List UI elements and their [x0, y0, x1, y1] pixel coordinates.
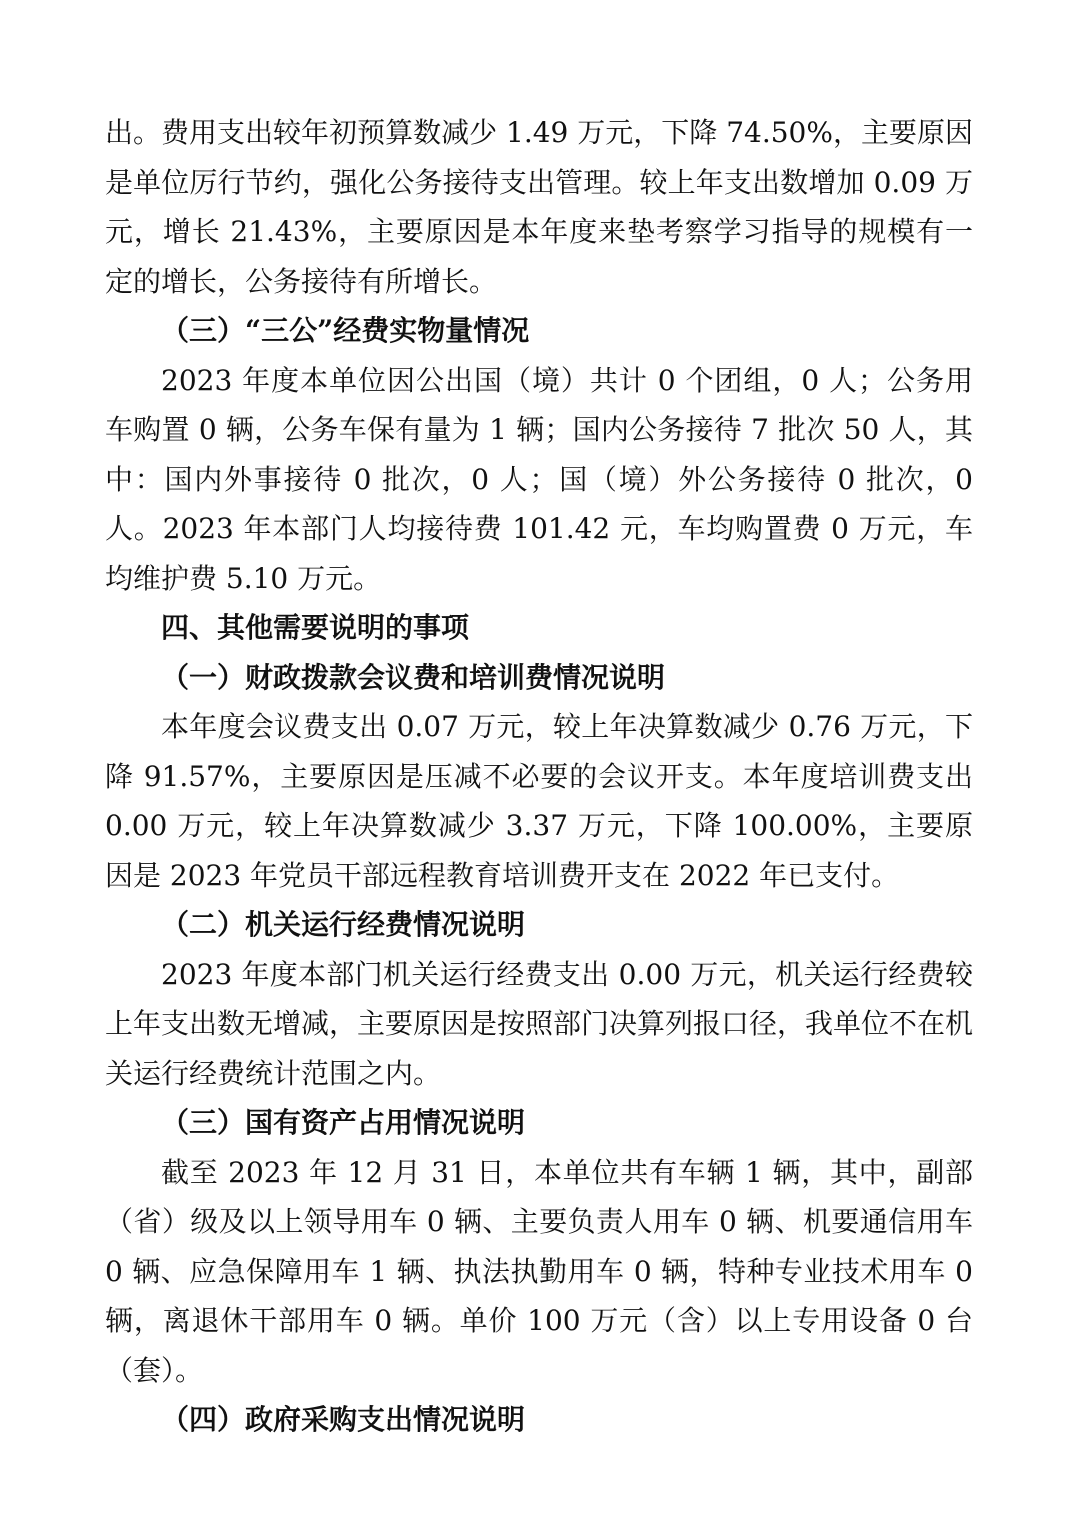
paragraph-three-public-physical: 2023 年度本单位因公出国（境）共计 0 个团组，0 人；公务用车购置 0 辆，公务车保有量为 1 辆；国内公务接待 7 批次 50 人，其中：国内外事接待 0 批次，0 人；国（境）外公务接待 0 批次，0 人。2023 年本部门人均接待费 101.42 元，车均购置费 0 万元，车均维护费 5.10 万元。 [105, 363, 973, 595]
document-body [105, 108, 973, 1445]
paragraph-continuation: 出。费用支出较年初预算数减少 1.49 万元，下降 74.50%，主要原因是单位厉行节约，强化公务接待支出管理。较上年支出数增加 0.09 万元，增长 21.43%，主要原因是本年度来垫考察学习指导的规模有一定的增长，公务接待有所增长。 [105, 116, 973, 298]
paragraph-state-assets: 截至 2023 年 12 月 31 日，本单位共有车辆 1 辆，其中，副部（省）级及以上领导用车 0 辆、主要负责人用车 0 辆、机要通信用车 0 辆、应急保障用车 1 辆、执法执勤用车 0 辆，特种专业技术用车 0 辆，离退休干部用车 0 辆。单价 100 万元（含）以上专用设备 0 台（套）。 [105, 1155, 973, 1387]
heading-three-public-physical: （三）“三公”经费实物量情况 [161, 314, 530, 347]
heading-government-procurement: （四）政府采购支出情况说明 [161, 1403, 526, 1436]
heading-meeting-training: （一）财政拨款会议费和培训费情况说明 [161, 660, 666, 694]
heading-operating-expenses: （二）机关运行经费情况说明 [161, 908, 526, 941]
heading-state-assets: （三）国有资产占用情况说明 [161, 1106, 526, 1139]
paragraph-meeting-training: 本年度会议费支出 0.07 万元，较上年决算数减少 0.76 万元，下降 91.57%，主要原因是压减不必要的会议开支。本年度培训费支出 0.00 万元，较上年决算数减少 3.37 万元，下降 100.00%，主要原因是 2023 年党员干部远程教育培训费开支在 2022 年已支付。 [105, 710, 973, 892]
paragraph-operating-expenses: 2023 年度本部门机关运行经费支出 0.00 万元，机关运行经费较上年支出数无增减，主要原因是按照部门决算列报口径，我单位不在机关运行经费统计范围之内。 [105, 957, 974, 1090]
heading-other-matters: 四、其他需要说明的事项 [161, 611, 470, 644]
